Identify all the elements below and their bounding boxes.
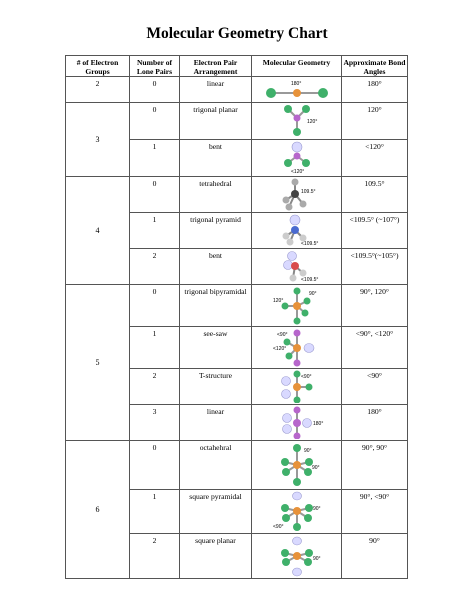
arrangement-cell: trigonal pyramid [180,213,252,249]
table-row [66,77,408,103]
angle-cell: 180° [342,77,408,103]
svg-text:90°: 90° [312,506,321,512]
arrangement-cell: square pyramidal [180,490,252,534]
lone-pairs-cell: 1 [130,140,180,177]
molecule-cell [252,534,342,579]
angle-cell: <90° [342,369,408,405]
lone-pairs-cell: 0 [130,103,180,140]
angle-cell: 180° [342,405,408,441]
svg-text:<90°: <90° [272,524,283,530]
header-geometry: Molecular Geometry [252,56,342,77]
angle-cell: 109.5° [342,177,408,213]
svg-text:120°: 120° [306,119,317,125]
molecule-trigonal-pyramid-diagram [257,214,337,247]
angle-cell: <109.5°(~105°) [342,249,408,285]
angle-cell: <90°, <120° [342,327,408,369]
molecule-cell [252,405,342,441]
molecule-t-structure-diagram [257,370,337,403]
lone-pairs-cell: 1 [130,490,180,534]
molecule-bent-tetrahedral-diagram [257,250,337,283]
svg-text:<90°: <90° [276,332,287,338]
angle-cell: <120° [342,140,408,177]
molecule-cell [252,103,342,140]
angle-cell: 90°, 90° [342,441,408,490]
angle-cell: 120° [342,103,408,140]
table-row [66,285,408,327]
page-title: Molecular Geometry Chart [146,25,328,42]
arrangement-cell: T-structure [180,369,252,405]
groups-cell: 4 [66,177,130,285]
molecule-cell [252,249,342,285]
molecule-cell [252,77,342,103]
molecule-see-saw-diagram [257,328,337,368]
lone-pairs-cell: 1 [130,213,180,249]
arrangement-cell: bent [180,140,252,177]
svg-text:120°: 120° [272,298,283,304]
molecule-square-pyramidal-diagram [257,491,337,533]
arrangement-cell: octahehral [180,441,252,490]
svg-text:<109.5°: <109.5° [300,277,318,283]
molecule-trigonal-planar-diagram [257,104,337,138]
lone-pairs-cell: 3 [130,405,180,441]
angle-cell: 90° [342,534,408,579]
molecule-trigonal-bipyramidal-diagram [257,286,337,326]
lone-pairs-cell: 2 [130,534,180,579]
table-row [66,177,408,213]
molecule-cell [252,490,342,534]
arrangement-cell: trigonal planar [180,103,252,140]
svg-text:90°: 90° [311,465,320,471]
molecule-cell [252,369,342,405]
lone-pairs-cell: 0 [130,441,180,490]
lone-pairs-cell: 0 [130,77,180,103]
svg-text:180°: 180° [312,421,323,427]
molecule-cell [252,327,342,369]
angle-cell: 90°, <90° [342,490,408,534]
molecule-cell [252,285,342,327]
arrangement-cell: see-saw [180,327,252,369]
geometry-table [65,55,408,579]
table-row [66,103,408,140]
molecule-octahedral-diagram [257,442,337,489]
lone-pairs-cell: 0 [130,177,180,213]
molecule-linear-diagram [257,78,337,102]
svg-text:<109.5°: <109.5° [300,241,318,247]
lone-pairs-cell: 2 [130,249,180,285]
molecule-cell [252,441,342,490]
arrangement-cell: linear [180,405,252,441]
arrangement-cell: tetrahedral [180,177,252,213]
groups-cell: 2 [66,77,130,103]
groups-cell: 5 [66,285,130,441]
header-row [66,56,408,77]
svg-text:90°: 90° [303,448,312,454]
arrangement-cell: bent [180,249,252,285]
lone-pairs-cell: 0 [130,285,180,327]
header-groups: # of Electron Groups [66,56,130,77]
svg-text:180°: 180° [290,81,301,87]
table-row [66,441,408,490]
lone-pairs-cell: 2 [130,369,180,405]
lone-pairs-cell: 1 [130,327,180,369]
svg-text:<120°: <120° [290,169,304,175]
arrangement-cell: linear [180,77,252,103]
groups-cell: 3 [66,103,130,177]
svg-text:<90°: <90° [300,374,311,380]
arrangement-cell: square planar [180,534,252,579]
molecule-linear-5-diagram [257,406,337,439]
molecule-bent-diagram [257,141,337,175]
svg-text:90°: 90° [312,556,321,562]
svg-text:90°: 90° [308,291,317,297]
angle-cell: <109.5° (~107°) [342,213,408,249]
header-lone-pairs: Number of Lone Pairs [130,56,180,77]
header-arrangement: Electron Pair Arrangement [180,56,252,77]
svg-text:109.5°: 109.5° [300,189,316,195]
molecule-square-planar-diagram [257,535,337,578]
molecule-tetrahedral-diagram [257,178,337,211]
header-angles: Approximate Bond Angles [342,56,408,77]
arrangement-cell: trigonal bipyramidal [180,285,252,327]
molecule-cell [252,213,342,249]
molecule-cell [252,140,342,177]
groups-cell: 6 [66,441,130,579]
angle-cell: 90°, 120° [342,285,408,327]
molecule-cell [252,177,342,213]
svg-text:<120°: <120° [272,346,286,352]
